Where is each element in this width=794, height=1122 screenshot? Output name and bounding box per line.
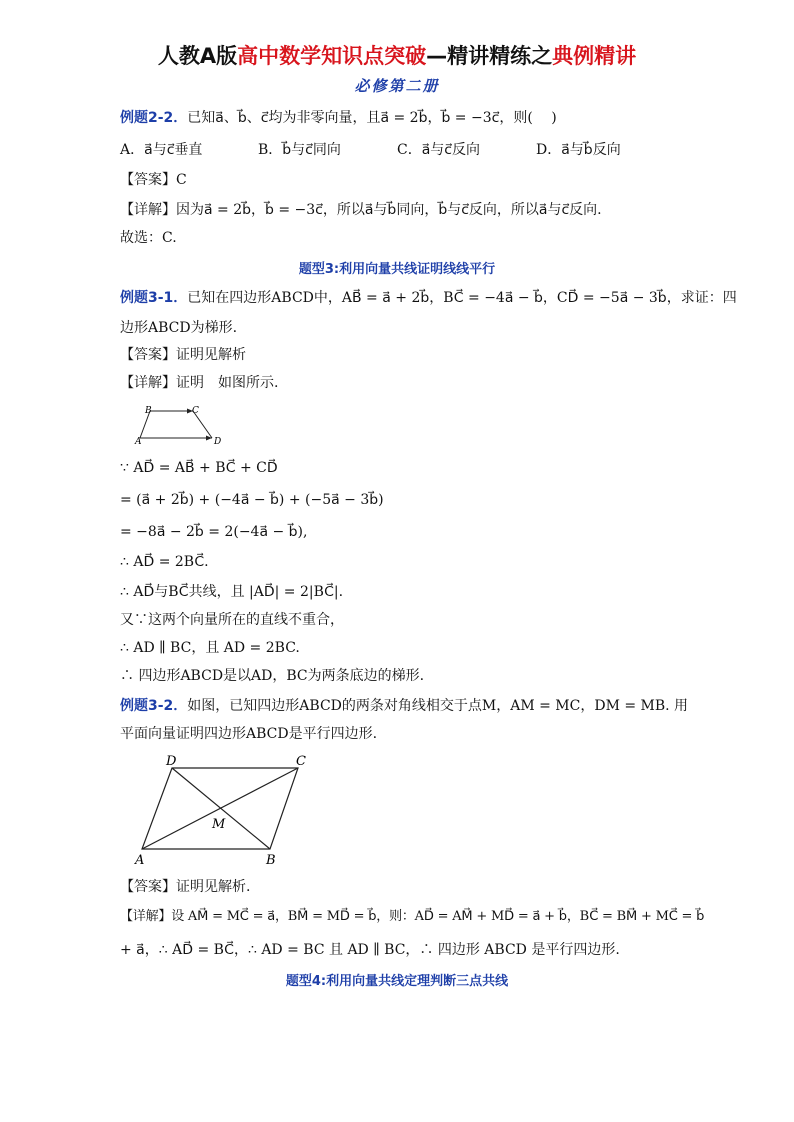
question-text-line2: 平面向量证明四边形ABCD是平行四边形. — [120, 726, 378, 742]
detail-line: 【详解】因为a⃗ = 2b⃗，b⃗ = −3c⃗，所以a⃗与b⃗同向，b⃗与c⃗反向，所以a⃗与c⃗反向. — [120, 202, 602, 218]
proof-step: ∵ AD⃗ = AB⃗ + BC⃗ + CD⃗ — [120, 460, 278, 476]
proof-step: ∴ 四边形ABCD是以AD，BC为两条底边的梯形. — [120, 668, 425, 684]
title-prefix: 人教A版 — [157, 44, 238, 68]
trapezoid-figure — [130, 400, 230, 450]
option-d: D．a⃗与b⃗反向 — [536, 142, 621, 158]
answer-line: 【答案】C — [120, 172, 187, 188]
label-a: A — [135, 853, 145, 868]
label-a: A — [135, 437, 142, 447]
page-subtitle: 必修第二册 — [354, 77, 440, 95]
label-d: D — [166, 754, 177, 769]
example-label: 例题2-2． — [120, 110, 188, 126]
parallelogram-figure — [130, 752, 330, 870]
title-highlight-2: 典例精讲 — [552, 44, 637, 68]
example-label: 例题3-1． — [120, 290, 188, 306]
question-text-line2: 边形ABCD为梯形. — [120, 320, 238, 336]
example-3-1-question — [120, 288, 737, 308]
question-text: 已知在四边形ABCD中，AB⃗ = a⃗ + 2b⃗，BC⃗ = −4a⃗ − b⃗，CD⃗ = −5a⃗ − 3b⃗，求证：四 — [187, 290, 737, 306]
example-3-2-question — [120, 696, 688, 716]
option-c: C．a⃗与c⃗反向 — [397, 142, 480, 158]
detail-line: 【详解】设 AM⃗ = MC⃗ = a⃗，BM⃗ = MD⃗ = b⃗，则：AD⃗ = AM⃗ + MD⃗ = a⃗ + b⃗，BC⃗ = BM⃗ + MC⃗ = b⃗ — [120, 909, 705, 924]
example-2-2-question — [120, 108, 557, 128]
option-b: B．b⃗与c⃗同向 — [258, 142, 341, 158]
label-d: D — [214, 437, 222, 447]
proof-step: ∴ AD ∥ BC，且 AD = 2BC. — [120, 640, 300, 656]
option-a: A．a⃗与c⃗垂直 — [120, 142, 203, 158]
title-middle: —精讲精练之 — [426, 44, 553, 68]
answer-line: 【答案】证明见解析. — [120, 879, 251, 895]
proof-step: ∴ AD⃗与BC⃗共线，且 |AD⃗| = 2|BC⃗|. — [120, 584, 344, 600]
example-label: 例题3-2． — [120, 698, 188, 714]
conclusion-line: 故选：C. — [120, 230, 177, 246]
section-heading-4: 题型4:利用向量共线定理判断三点共线 — [285, 974, 509, 989]
answer-line: 【答案】证明见解析 — [120, 347, 246, 363]
label-c: C — [192, 406, 199, 416]
label-m: M — [212, 817, 226, 832]
section-heading-3: 题型3:利用向量共线证明线线平行 — [298, 262, 496, 277]
title-highlight: 高中数学知识点突破 — [237, 44, 427, 68]
detail-line-2: + a⃗，∴ AD⃗ = BC⃗，∴ AD = BC 且 AD ∥ BC，∴ 四边形 ABCD 是平行四边形. — [120, 942, 620, 958]
page-title — [0, 40, 794, 70]
question-text: 如图，已知四边形ABCD的两条对角线相交于点M，AM = MC，DM = MB. 用 — [187, 698, 689, 714]
detail-line: 【详解】证明 如图所示. — [120, 375, 279, 391]
proof-step: = −8a⃗ − 2b⃗ = 2(−4a⃗ − b⃗), — [120, 524, 308, 540]
question-text: 已知a⃗、b⃗、c⃗均为非零向量，且a⃗ = 2b⃗，b⃗ = −3c⃗，则( ) — [187, 110, 557, 126]
proof-step: ∴ AD⃗ = 2BC⃗. — [120, 554, 209, 570]
label-b: B — [266, 853, 276, 868]
diagonal-bd — [172, 768, 270, 849]
label-b: B — [145, 406, 152, 416]
proof-step: 又∵这两个向量所在的直线不重合， — [120, 612, 344, 628]
proof-step: = (a⃗ + 2b⃗) + (−4a⃗ − b⃗) + (−5a⃗ − 3b⃗) — [120, 492, 384, 508]
label-c: C — [296, 754, 306, 769]
